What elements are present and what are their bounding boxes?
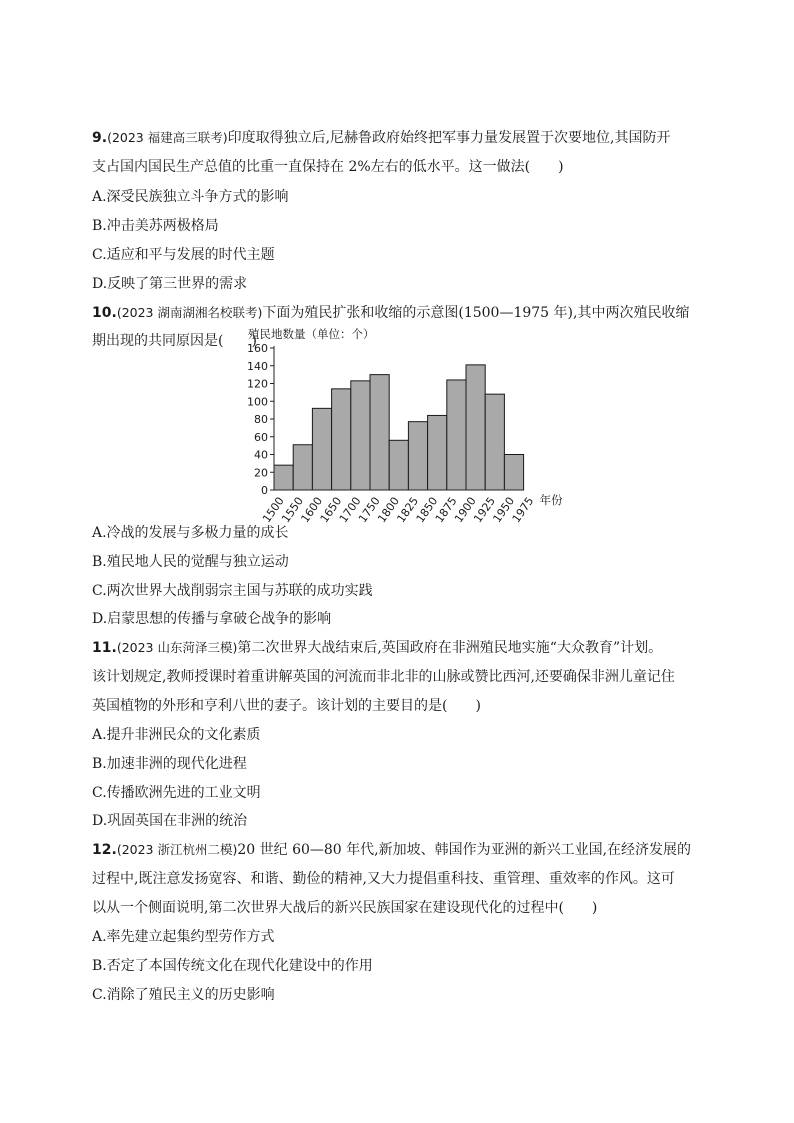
q9-option-d[interactable]: D.反映了第三世界的需求: [92, 276, 248, 292]
x-tick-label: 1550: [279, 494, 306, 526]
q12-option-a[interactable]: A.率先建立起集约型劳作方式: [92, 929, 275, 945]
q12-option-c[interactable]: C.消除了殖民主义的历史影响: [92, 987, 275, 1003]
x-tick-label: 1500: [260, 494, 287, 526]
q12-source: (2023 浙江杭州二模): [116, 842, 238, 857]
q10-option-c[interactable]: C.两次世界大战削弱宗主国与苏联的成功实践: [92, 583, 373, 599]
x-axis-label: 年份: [539, 493, 563, 507]
colony-count-chart: [240, 324, 563, 526]
x-tick-label: 1700: [336, 494, 364, 526]
q9-option-b[interactable]: B.冲击美苏两极格局: [92, 218, 219, 234]
x-tick-label: 1750: [356, 494, 383, 526]
q9-option-a[interactable]: A.深受民族独立斗争方式的影响: [92, 189, 289, 205]
x-tick-label: 1950: [490, 494, 518, 526]
q12-stem-line1: [92, 840, 712, 860]
q12-text-1: 20 世纪 60—80 年代,新加坡、韩国作为亚洲的新兴工业国,在经济发展的: [237, 842, 692, 858]
y-tick-label: 0: [261, 484, 268, 497]
y-tick-label: 80: [254, 413, 268, 426]
q9-number: 9.: [92, 130, 108, 146]
y-tick-label: 120: [247, 377, 268, 391]
q10-option-a[interactable]: A.冷战的发展与多极力量的成长: [92, 525, 289, 541]
y-tick-label: 60: [254, 430, 268, 444]
bar-1650-1700: [332, 389, 351, 490]
x-tick-label: 1925: [471, 494, 498, 526]
x-tick-label: 1975: [509, 494, 537, 526]
bar-1900-1925: [466, 365, 485, 490]
x-tick-label: 1850: [413, 494, 441, 526]
q11-stem-line1: [92, 638, 712, 658]
q11-text-1: 第二次世界大战结束后,英国政府在非洲殖民地实施“大众教育”计划。: [237, 640, 663, 656]
q11-stem-line3: 英国植物的外形和亨利八世的妻子。该计划的主要目的是( ): [92, 698, 481, 714]
x-tick-label: 1875: [432, 494, 460, 526]
q11-source: (2023 山东菏泽三模): [116, 640, 238, 655]
q11-option-b[interactable]: B.加速非洲的现代化进程: [92, 756, 247, 772]
y-tick-label: 40: [254, 448, 268, 462]
q10-option-d[interactable]: D.启蒙思想的传播与拿破仑战争的影响: [92, 611, 332, 627]
q11-option-d[interactable]: D.巩固英国在非洲的统治: [92, 813, 248, 829]
x-tick-label: 1825: [394, 494, 422, 526]
q12-stem-line3: 以从一个侧面说明,第二次世界大战后的新兴民族国家在建设现代化的过程中( ): [92, 900, 598, 916]
bar-1500-1550: [274, 465, 293, 490]
q9-source: (2023 福建高三联考): [107, 130, 228, 145]
x-tick-label: 1800: [375, 494, 402, 526]
q12-stem-line2: 过程中,既注意发扬宽容、和谐、勤俭的精神,又大力提倡重科技、重管理、重效率的作风。这可: [92, 871, 675, 887]
q10-stem-line2: 期出现的共同原因是( ): [92, 333, 257, 349]
q10-source: (2023 湖南湖湘名校联考): [116, 305, 263, 320]
q12-number: 12.: [92, 842, 117, 858]
y-tick-label: 160: [247, 342, 268, 355]
chart-title: 殖民地数量（单位：个）: [248, 327, 375, 341]
bar-1825-1850: [408, 422, 427, 490]
q10-stem-line1: [92, 303, 712, 323]
bar-1800-1825: [389, 440, 408, 490]
bar-1750-1800: [370, 375, 389, 490]
bar-1875-1900: [447, 380, 466, 490]
y-tick-label: 140: [247, 359, 268, 373]
bar-1925-1950: [485, 394, 504, 490]
x-tick-label: 1900: [452, 494, 479, 526]
q10-text-1: 下面为殖民扩张和收缩的示意图(1500—1975 年),其中两次殖民收缩: [262, 305, 690, 321]
bar-1600-1650: [312, 408, 331, 490]
x-tick-label: 1650: [317, 494, 345, 526]
x-tick-label: 1600: [298, 494, 326, 526]
q9-stem-line1: [92, 128, 712, 148]
q11-number: 11.: [92, 640, 117, 656]
y-tick-label: 20: [254, 466, 268, 480]
q9-text-1: 印度取得独立后,尼赫鲁政府始终把军事力量发展置于次要地位,其国防开: [227, 130, 671, 146]
q10-number: 10.: [92, 305, 117, 321]
bar-1850-1875: [428, 415, 447, 490]
q11-option-a[interactable]: A.提升非洲民众的文化素质: [92, 727, 261, 743]
bar-1550-1600: [293, 445, 312, 490]
q11-option-c[interactable]: C.传播欧洲先进的工业文明: [92, 785, 261, 801]
q9-stem-line2: 支占国内国民生产总值的比重一直保持在 2%左右的低水平。这一做法( ): [92, 159, 564, 175]
q11-stem-line2: 该计划规定,教师授课时着重讲解英国的河流而非北非的山脉或赞比西河,还要确保非洲儿童记住: [92, 669, 675, 685]
y-tick-label: 100: [247, 395, 268, 409]
q9-option-c[interactable]: C.适应和平与发展的时代主题: [92, 247, 275, 263]
q12-option-b[interactable]: B.否定了本国传统文化在现代化建设中的作用: [92, 958, 373, 974]
bar-1700-1750: [351, 381, 370, 490]
q10-option-b[interactable]: B.殖民地人民的觉醒与独立运动: [92, 554, 289, 570]
bar-1950-1975: [504, 455, 523, 491]
